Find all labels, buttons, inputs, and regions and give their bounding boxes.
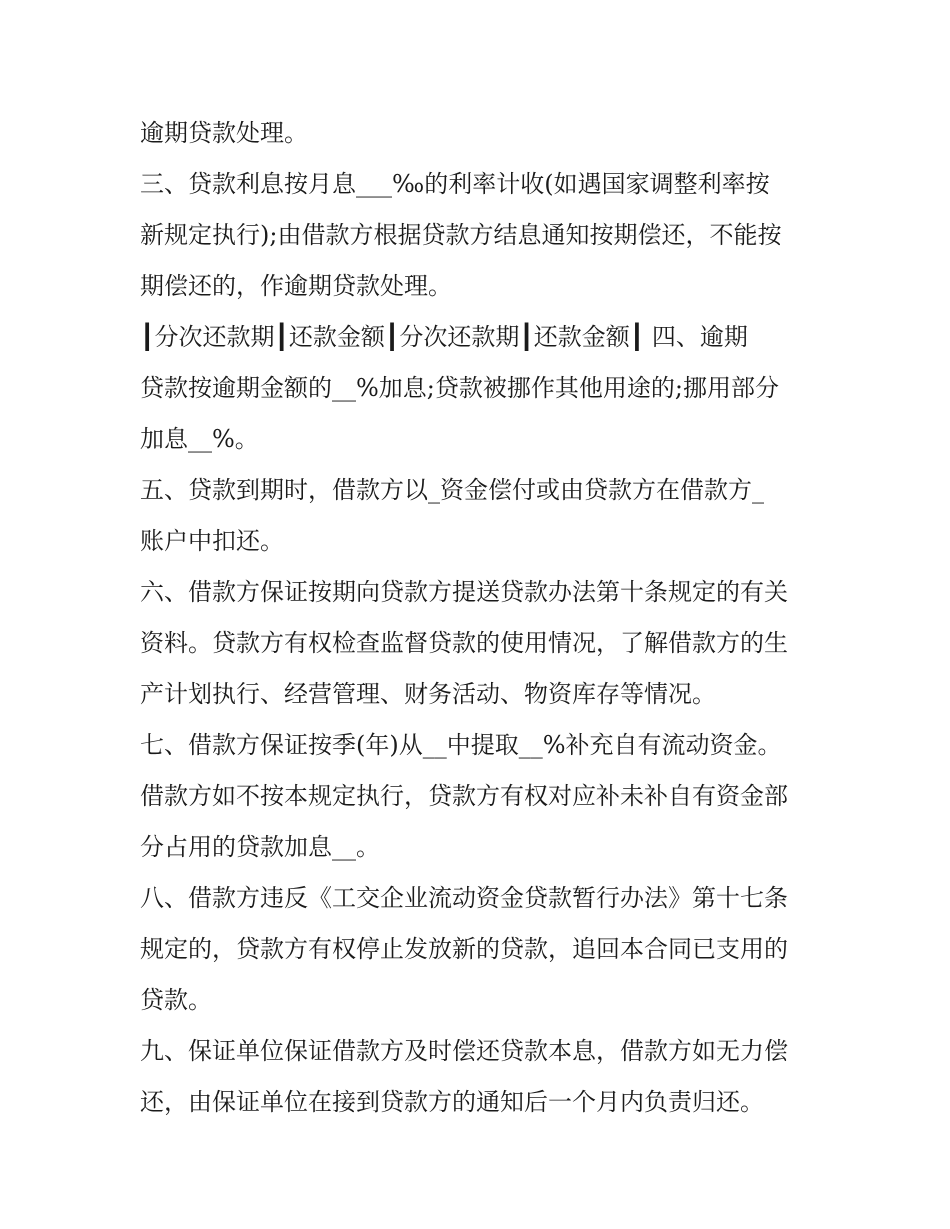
text-line: 产计划执行、经营管理、财务活动、物资库存等情况。: [140, 680, 716, 708]
text-line: 贷款按逾期金额的__%加息;贷款被挪作其他用途的;挪用部分: [140, 374, 779, 402]
text-line: 期偿还的，作逾期贷款处理。: [140, 272, 452, 300]
text-line: 还，由保证单位在接到贷款方的通知后一个月内负责归还。: [140, 1088, 764, 1116]
text-line: 分占用的贷款加息__。: [140, 833, 380, 861]
text-line: 九、保证单位保证借款方及时偿还贷款本息，借款方如无力偿: [140, 1037, 788, 1065]
text-line: 账户中扣还。: [140, 527, 284, 555]
text-line: 三、贷款利息按月息___‰的利率计收(如遇国家调整利率按: [140, 170, 770, 198]
text-line: 五、贷款到期时，借款方以_资金偿付或由贷款方在借款方_: [140, 476, 764, 504]
text-line: 贷款。: [140, 986, 212, 1014]
text-line: 加息__%。: [140, 425, 259, 453]
text-line: 逾期贷款处理。: [140, 119, 308, 147]
text-line: 借款方如不按本规定执行，贷款方有权对应补未补自有资金部: [140, 782, 788, 810]
text-line: 资料。贷款方有权检查监督贷款的使用情况，了解借款方的生: [140, 629, 788, 657]
text-line: 七、借款方保证按季(年)从__中提取__%补充自有流动资金。: [140, 731, 782, 759]
text-line: 六、借款方保证按期向贷款方提送贷款办法第十条规定的有关: [140, 578, 788, 606]
text-line: ┃分次还款期┃还款金额┃分次还款期┃还款金额┃ 四、逾期: [140, 323, 748, 351]
document-body: [140, 108, 820, 1128]
text-line: 新规定执行);由借款方根据贷款方结息通知按期偿还，不能按: [140, 221, 782, 249]
text-line: 规定的，贷款方有权停止发放新的贷款，追回本合同已支用的: [140, 935, 788, 963]
text-line: 八、借款方违反《工交企业流动资金贷款暂行办法》第十七条: [140, 884, 788, 912]
